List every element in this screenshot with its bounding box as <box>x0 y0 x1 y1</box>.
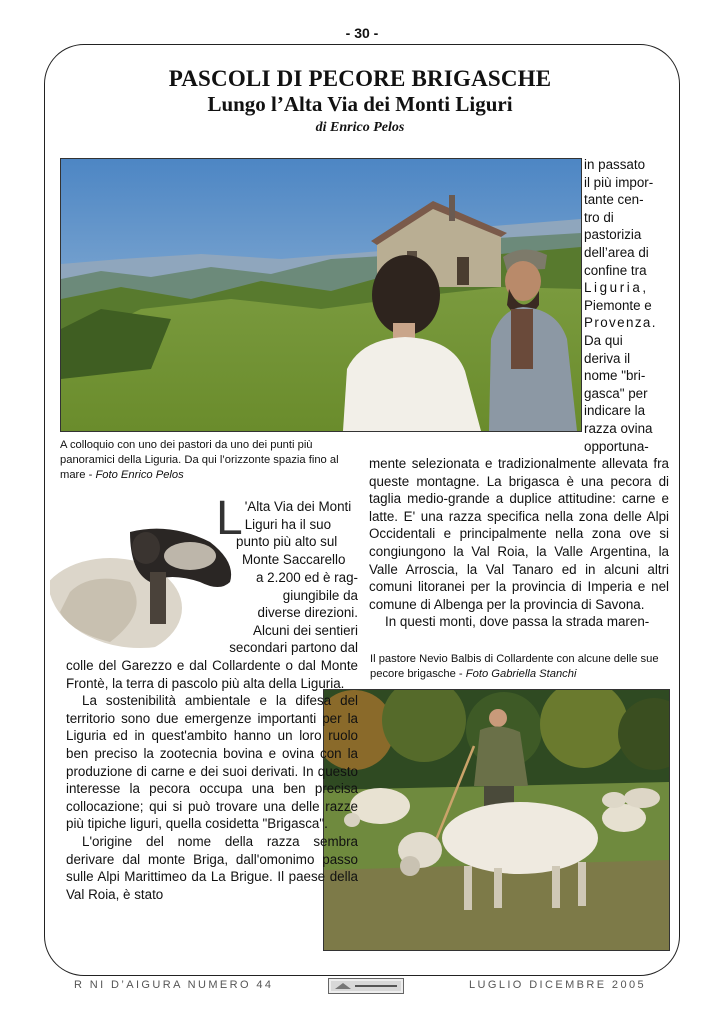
shepherd-sheep-photo <box>323 689 670 951</box>
caption-text: A colloquio con uno dei pastori da uno dei punti più panoramici della Liguria. Da qui l’orizzonte spazia fino al mare - <box>60 439 339 481</box>
text-line: Liguria, <box>584 280 649 296</box>
paragraph: In questi monti, dove passa la strada maren- <box>385 614 650 630</box>
magazine-logo-icon <box>328 978 404 994</box>
paragraph: L'origine del nome della razza sembra derivare dal monte Briga, dall'omonimo passo sulle Alpi Marittimeo da La Brigue. Il paese della Val Roia, è stato <box>66 833 358 902</box>
text-line: Da qui <box>584 332 623 348</box>
text-line: a 2.200 ed è rag- <box>256 570 358 585</box>
text-line: in passato <box>584 157 646 172</box>
text-line: Monte Saccarello <box>242 551 346 567</box>
landscape-photo <box>60 158 582 432</box>
footer-publication: R NI D’AIGURA NUMERO 44 <box>74 979 274 991</box>
text-line: 'Alta Via dei Monti <box>244 499 352 514</box>
article-byline: di Enrico Pelos <box>315 120 405 135</box>
text-line: opportuna- <box>584 438 649 454</box>
text-line: punto più alto sul <box>236 534 338 549</box>
text-line: indicare la <box>584 403 646 419</box>
narrow-text-column <box>584 156 670 455</box>
drop-cap: L <box>216 492 243 545</box>
text-line: deriva il <box>584 350 631 366</box>
wrapped-text-lines-a <box>236 533 358 568</box>
article-subtitle: Lungo l’Alta Via dei Monti Liguri <box>207 92 513 116</box>
text-line: confine tra <box>584 262 647 278</box>
text-line: nome "bri- <box>584 368 646 384</box>
text-line: tro di <box>584 209 614 225</box>
text-line: tante cen- <box>584 192 644 208</box>
text-line: razza ovina <box>584 420 653 436</box>
caption-credit: Foto Enrico Pelos <box>95 469 184 481</box>
right-text-column <box>369 455 669 631</box>
paragraph: colle del Garezzo e dal Collardente o dal Monte Frontè, la terra di pascolo più alta della Liguria. <box>66 658 358 691</box>
caption-credit: Foto Gabriella Stanchi <box>465 668 577 680</box>
text-line: Alcuni dei sentieri <box>253 622 358 638</box>
text-line: diverse direzioni. <box>257 605 358 621</box>
paragraph: La sostenibilità ambientale e la difesa del territorio sono due emergenze importanti per la Liguria ed in quest'ambito hanno un loro ruolo ben preciso la zootecnia bovina e ovina con la produzione di carne e dei suoi derivati. In questo interesse la pecora occupa una ben precisa collocazione; qui si può trovare una delle razze più tipiche liguri, quella cosidetta "Brigasca". <box>66 693 358 832</box>
text-line: Provenza. <box>584 315 657 331</box>
text-line: Liguri ha il suo <box>244 516 332 532</box>
article-title: PASCOLI DI PECORE BRIGASCHE <box>168 66 552 91</box>
page-footer <box>60 978 664 994</box>
text-line: giungibile da <box>282 587 358 603</box>
caption-text: Il pastore Nevio Balbis di Collardente con alcune delle sue pecore brigasche - <box>370 653 659 680</box>
text-line: dell’area di <box>584 244 649 260</box>
paragraph: mente selezionata e tradizionalmente allevata fra queste montagne. La brigasca è una pecora di taglia medio-grande a duplice attitudine: carne e latte. E' una razza specifica nella zona delle Alpi Occidentali e principalmente nella zona ove si congiungono la Val Roia, la Valle Argentina, la Valle Arroscia, la Val Tanaro ed in alcuni altri comuni litoranei per la provincia di Imperia e nel comune di Albenga per la provincia di Savona. <box>369 456 669 612</box>
text-line: pastorizia <box>584 227 642 243</box>
text-line: gasca" per <box>584 385 648 401</box>
page-number: - 30 - <box>345 25 379 41</box>
text-line: il più impor- <box>584 174 654 190</box>
text-line: secondari partono dal <box>229 640 358 656</box>
wrapped-text-lines-b <box>200 569 358 657</box>
sheep-photo-caption <box>370 652 670 682</box>
left-text-column <box>66 657 358 903</box>
footer-date: LUGLIO DICEMBRE 2005 <box>469 979 646 991</box>
landscape-photo-caption <box>60 438 360 483</box>
text-line: Piemonte e <box>584 297 652 313</box>
